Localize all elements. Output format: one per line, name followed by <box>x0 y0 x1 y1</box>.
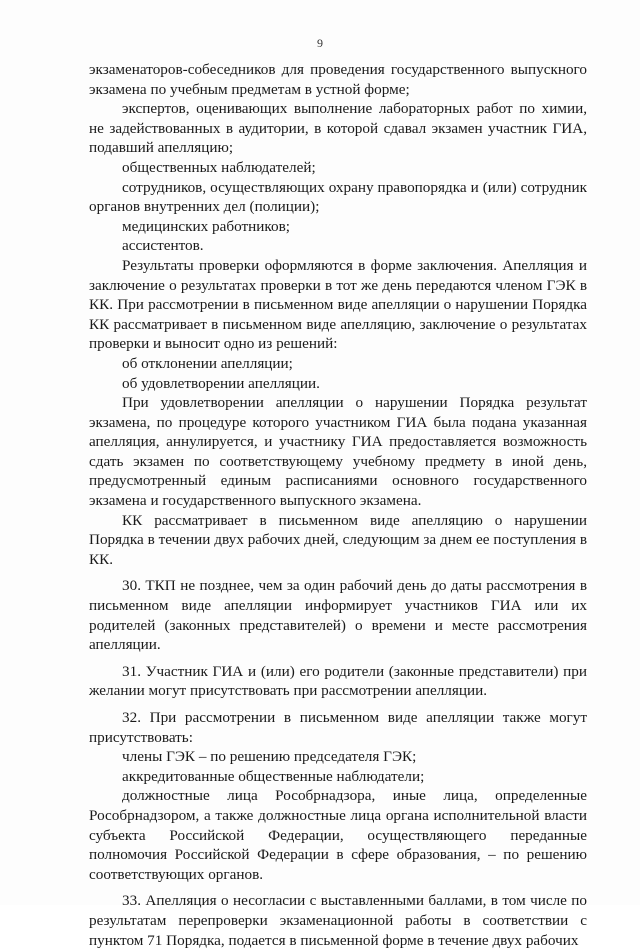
list-item: об удовлетворении апелляции. <box>122 374 320 392</box>
paragraph: Результаты проверки оформляются в форме заключения. Апелляция и заключение о результатах проверки в тот же день передаются членом ГЭК в КК. При рассмотрении в письменном виде апелляции о нарушении Порядка КК рассматривает в письменном виде апелляцию, заключение о результатах проверки и выносит одно из решений: <box>89 256 587 353</box>
list-item: общественных наблюдателей; <box>122 158 316 176</box>
list-item: аккредитованные общественные наблюдатели; <box>122 767 425 785</box>
page-number: 9 <box>317 36 323 50</box>
paragraph: должностные лица Рособрнадзора, иные лица, определенные Рособрнадзором, а также должностные лица органа исполнительной власти субъекта Российской Федерации, осуществляющего переданные полномочия Российской Федерации в сфере образования, – по решению соответствующих органов. <box>89 787 587 883</box>
paragraph: 32. При рассмотрении в письменном виде апелляции также могут присутствовать: <box>89 709 587 746</box>
paragraph: При удовлетворении апелляции о нарушении Порядка результат экзамена, по процедуре которого участником ГИА была подана указанная апелляция, аннулируется, и участнику ГИА предоставляется возможность сдать экзамен по соответствующему учебному предмету в иной день, предусмотренный единым расписаниями основного государственного экзамена и государственного выпускного экзамена. <box>89 394 587 510</box>
paragraph: 31. Участник ГИА и (или) его родители (законные представители) при желании могут присутствовать при рассмотрении апелляции. <box>89 662 587 700</box>
list-item: ассистентов. <box>122 237 204 255</box>
list-item: об отклонении апелляции; <box>122 354 293 372</box>
list-item: члены ГЭК – по решению председателя ГЭК; <box>122 748 417 766</box>
paragraph: 30. ТКП не позднее, чем за один рабочий день до даты рассмотрения в письменном виде апелляции информирует участников ГИА или их родителей (законных представителей) о времени и месте рассмотрения апелляции. <box>89 577 587 654</box>
list-item: медицинских работников; <box>122 217 290 235</box>
document-body <box>89 60 587 950</box>
paragraph: 33. Апелляция о несогласии с выставленными баллами, в том числе по результатам перепроверки экзаменационной работы в соответствии с пунктом 71 Порядка, подается в письменной форме в течение двух рабочих <box>89 892 587 949</box>
list-item: экспертов, оценивающих выполнение лабораторных работ по химии, не задействованных в аудитории, в которой сдавал экзамен участник ГИА, подавший апелляцию; <box>89 100 587 157</box>
list-item: сотрудников, осуществляющих охрану правопорядка и (или) сотрудник органов внутренних дел (полиции); <box>89 178 587 216</box>
paragraph: КК рассматривает в письменном виде апелляцию о нарушении Порядка в течении двух рабочих дней, следующим за днем ее поступления в КК. <box>89 511 587 568</box>
paragraph: экзаменаторов-собеседников для проведения государственного выпускного экзамена по учебным предметам в устной форме; <box>89 61 587 98</box>
